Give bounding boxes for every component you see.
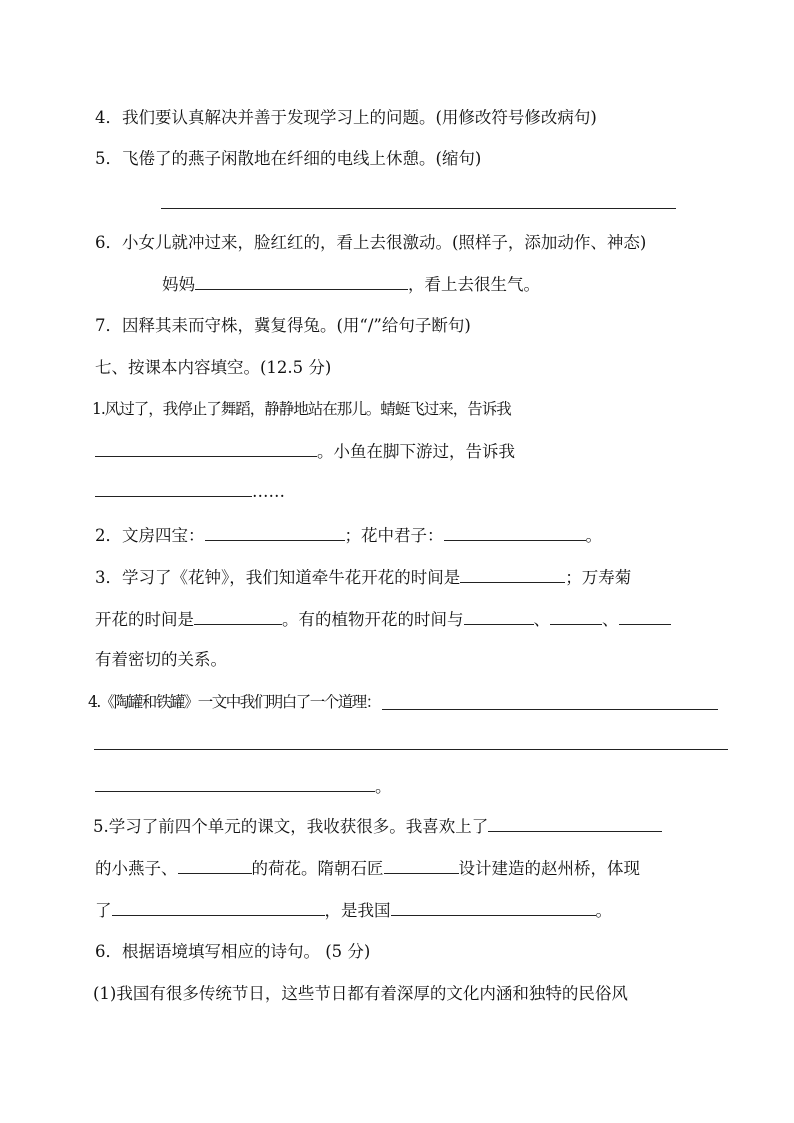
blank-3-factor-2[interactable] bbox=[550, 608, 602, 625]
fill-3-comma-2: 、 bbox=[602, 610, 619, 629]
blank-3-marigold[interactable] bbox=[194, 608, 282, 625]
blank-q6[interactable] bbox=[195, 273, 408, 290]
fill-6-item-1: (1)我国有很多传统节日，这些节日都有着深厚的文化内涵和独特的民俗风 bbox=[93, 984, 628, 1003]
fill-3-text-c: 。有的植物开花的时间与 bbox=[282, 610, 464, 629]
fill-5-text-b: 的小燕子、 bbox=[95, 859, 178, 878]
blank-5-lotus[interactable] bbox=[178, 857, 252, 874]
blank-3-factor-1[interactable] bbox=[464, 608, 534, 625]
blank-2-four-treasures[interactable] bbox=[205, 524, 345, 541]
fill-2-sep: ；花中君子： bbox=[344, 526, 444, 545]
blank-2-gentlemen-flowers[interactable] bbox=[444, 524, 586, 541]
fill-5-line-3 bbox=[95, 899, 612, 922]
fill-5-text-f: ，是我国 bbox=[324, 901, 391, 920]
blank-5-swallow[interactable] bbox=[488, 815, 662, 832]
question-6-line: 6．小女儿就冲过来，脸红红的，看上去很激动。(照样子，添加动作、神态) bbox=[95, 233, 647, 252]
fill-3-sep: ；万寿菊 bbox=[565, 568, 632, 587]
fill-4-line-3 bbox=[95, 775, 392, 798]
blank-4-line-3[interactable] bbox=[95, 775, 375, 792]
blank-4-line-2[interactable] bbox=[94, 749, 728, 750]
fill-5-end: 。 bbox=[595, 901, 612, 920]
blank-3-factor-3[interactable] bbox=[619, 608, 671, 625]
fill-3-text-b: 开花的时间是 bbox=[95, 610, 194, 629]
fill-4-line-1 bbox=[88, 691, 380, 713]
fill-2-line bbox=[95, 524, 602, 547]
fill-4-end: 。 bbox=[375, 777, 392, 796]
blank-4-line-1[interactable] bbox=[382, 709, 718, 710]
blank-5-country[interactable] bbox=[391, 899, 596, 916]
fill-3-line-2 bbox=[95, 608, 671, 631]
question-6-answer-row bbox=[162, 273, 540, 296]
q6-suffix: ，看上去很生气。 bbox=[408, 275, 540, 294]
q6-prefix: 妈妈 bbox=[162, 275, 195, 294]
ellipsis: …… bbox=[252, 482, 285, 501]
fill-5-text-d: 设计建造的赵州桥，体现 bbox=[458, 859, 640, 878]
blank-3-morning-glory[interactable] bbox=[460, 566, 565, 583]
blank-1-dragonfly[interactable] bbox=[95, 440, 317, 457]
fill-5-text-e: 了 bbox=[95, 901, 112, 920]
fill-1-line-3 bbox=[95, 480, 285, 503]
fill-3-comma-1: 、 bbox=[533, 610, 550, 629]
fill-5-line-1 bbox=[93, 815, 662, 838]
fill-2-end: 。 bbox=[585, 526, 602, 545]
fill-4-text: 4.《陶罐和铁罐》一文中我们明白了一个道理： bbox=[88, 693, 380, 711]
blank-5-embodies[interactable] bbox=[112, 899, 325, 916]
fill-1-line-1: 1.风过了，我停止了舞蹈，静静地站在那儿。蜻蜓飞过来，告诉我 bbox=[92, 400, 511, 418]
blank-1-fish[interactable] bbox=[95, 480, 252, 497]
blank-5-craftsman[interactable] bbox=[384, 857, 459, 874]
fill-3-line-1 bbox=[95, 566, 631, 589]
fill-3-line-3: 有着密切的关系。 bbox=[95, 650, 227, 669]
fill-1-line-2 bbox=[95, 440, 515, 463]
fill-6-heading: 6．根据语境填写相应的诗句。 (5 分) bbox=[95, 942, 371, 961]
answer-line-q5[interactable] bbox=[161, 208, 676, 209]
question-4-line: 4．我们要认真解决并善于发现学习上的问题。(用修改符号修改病句) bbox=[95, 108, 597, 127]
fill-3-text-a: 3．学习了《花钟》，我们知道牵牛花开花的时间是 bbox=[95, 568, 461, 587]
fill-5-line-2 bbox=[95, 857, 640, 880]
section-7-heading: 七、按课本内容填空。(12.5 分) bbox=[95, 358, 332, 377]
question-7-line: 7．因释其耒而守株，冀复得兔。(用“/”给句子断句) bbox=[95, 316, 471, 335]
fill-1-mid-text: 。小鱼在脚下游过，告诉我 bbox=[317, 442, 515, 461]
question-5-line: 5．飞倦了的燕子闲散地在纤细的电线上休憩。(缩句) bbox=[95, 149, 482, 168]
fill-5-text-c: 的荷花。隋朝石匠 bbox=[251, 859, 384, 878]
fill-2-label: 2．文房四宝： bbox=[95, 526, 205, 545]
fill-5-text-a: 5.学习了前四个单元的课文，我收获很多。我喜欢上了 bbox=[93, 817, 489, 836]
